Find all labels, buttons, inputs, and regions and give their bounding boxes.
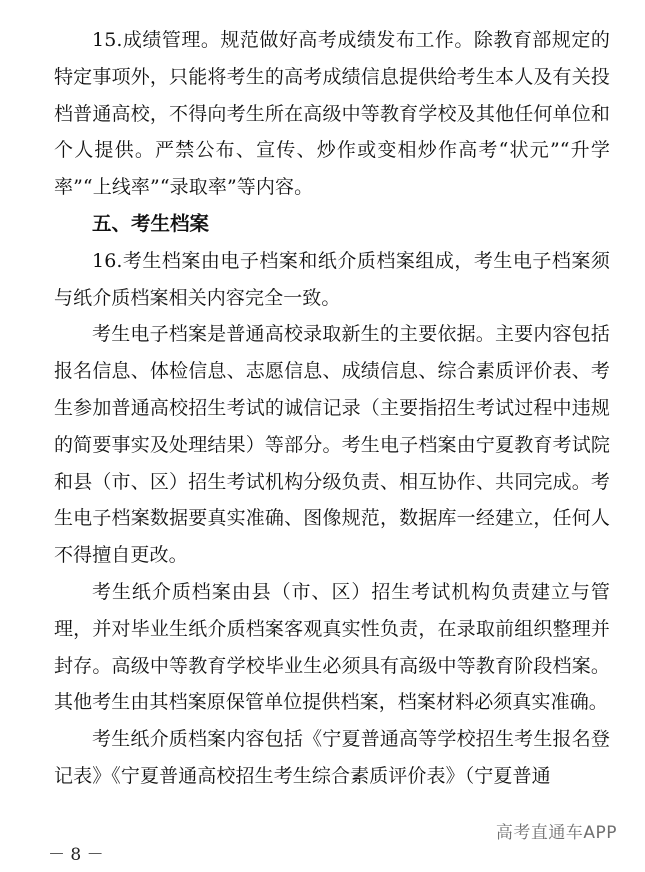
paragraph-paper-files: 考生纸介质档案由县（市、区）招生考试机构负责建立与管理，并对毕业生纸介质档案客观真实性负责，在录取前组织整理并封存。高级中等教育学校毕业生必须具有高级中等教育阶段档案。其他考生由其档案原保管单位提供档案，档案材料必须真实准确。	[54, 580, 610, 714]
paragraph-file-composition: 16.考生档案由电子档案和纸介质档案组成，考生电子档案须与纸介质档案相关内容完全一致。	[54, 249, 610, 309]
watermark-text: 高考直通车APP	[495, 823, 617, 843]
paragraph-score-management: 15.成绩管理。规范做好高考成绩发布工作。除教育部规定的特定事项外，只能将考生的高考成绩信息提供给考生本人及有关投档普通高校，不得向考生所在高级中等教育学校及其他任何单位和个人提供。严禁公布、宣传、炒作或变相炒作高考“状元”“升学率”“上线率”“录取率”等内容。	[54, 29, 610, 199]
paragraph-paper-file-contents: 考生纸介质档案内容包括《宁夏普通高等学校招生考生报名登记表》《宁夏普通高校招生考生综合素质评价表》（宁夏普通	[54, 728, 610, 787]
page-number: － 8 －	[48, 845, 104, 865]
document-body	[54, 22, 610, 795]
paragraph-electronic-files: 考生电子档案是普通高校录取新生的主要依据。主要内容包括报名信息、体检信息、志愿信息、成绩信息、综合素质评价表、考生参加普通高校招生考试的诚信记录（主要指招生考试过程中违规的简要事实及处理结果）等部分。考生电子档案由宁夏教育考试院和县（市、区）招生考试机构分级负责、相互协作、共同完成。考生电子档案数据要真实准确、图像规范，数据库一经建立，任何人不得擅自更改。	[54, 323, 610, 567]
section-heading-candidate-files: 五、考生档案	[92, 211, 210, 235]
